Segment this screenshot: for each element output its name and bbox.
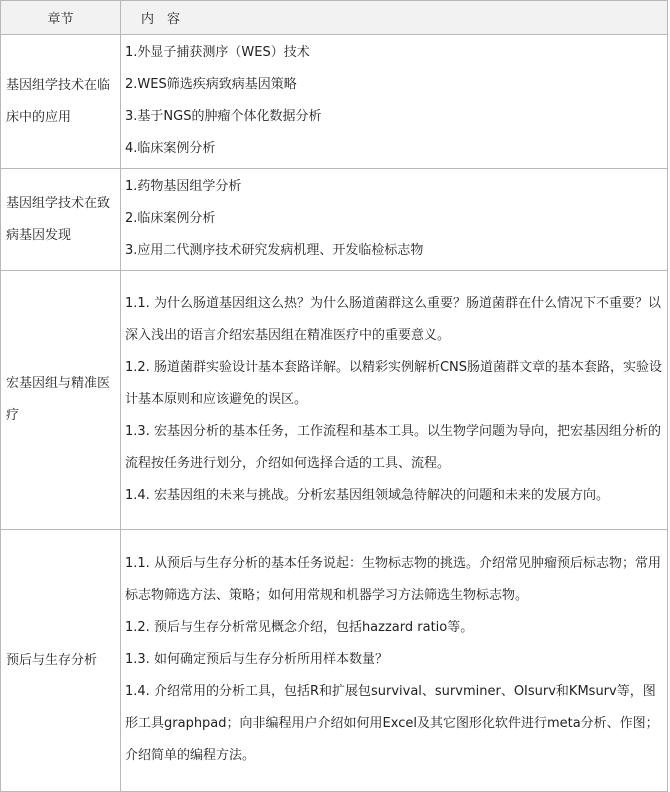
list-item: 1.1. 从预后与生存分析的基本任务说起：生物标志物的挑选。介绍常见肿瘤预后标志物；常用标志物筛选方法、策略；如何用常规和机器学习方法筛选生物标志物。 [125, 556, 661, 603]
list-item: 1.药物基因组学分析 [125, 179, 242, 194]
chapter-cell: 基因组学技术在致病基因发现 [1, 169, 121, 271]
list-item: 1.2. 肠道菌群实验设计基本套路详解。以精彩实例解析CNS肠道菌群文章的基本套路，实验设计基本原则和应该避免的误区。 [125, 359, 662, 407]
header-content: 内 容 [121, 1, 668, 35]
list-item: 1.4. 宏基因组的未来与挑战。分析宏基因组领域急待解决的问题和未来的发展方向。 [125, 487, 609, 503]
table-row [1, 35, 668, 169]
content-cell [121, 530, 668, 792]
header-chapter: 章节 [1, 1, 121, 35]
list-item: 3.应用二代测序技术研究发病机理、开发临检标志物 [125, 243, 424, 258]
list-item: 4.临床案例分析 [125, 141, 216, 156]
chapter-cell: 宏基因组与精准医疗 [1, 271, 121, 530]
table-row [1, 169, 668, 271]
chapter-cell: 基因组学技术在临床中的应用 [1, 35, 121, 169]
list-item: 1.2. 预后与生存分析常见概念介绍，包括hazzard ratio等。 [125, 620, 474, 635]
list-item: 2.临床案例分析 [125, 211, 216, 226]
list-item: 1.外显子捕获测序（WES）技术 [125, 45, 310, 60]
table-row [1, 530, 668, 792]
list-item: 1.4. 介绍常用的分析工具，包括R和扩展包survival、survminer、OIsurv和KMsurv等，图形工具graphpad；向非编程用户介绍如何用Excel及其它图形化软件进行meta分析、作图；介绍简单的编程方法。 [125, 684, 659, 763]
list-item: 1.1. 为什么肠道基因组这么热？为什么肠道菌群这么重要？肠道菌群在什么情况下不重要？以深入浅出的语言介绍宏基因组在精准医疗中的重要意义。 [125, 295, 661, 343]
list-item: 1.3. 宏基因分析的基本任务，工作流程和基本工具。以生物学问题为导向，把宏基因组分析的流程按任务进行划分，介绍如何选择合适的工具、流程。 [125, 423, 661, 471]
content-cell [121, 169, 668, 271]
list-item: 1.3. 如何确定预后与生存分析所用样本数量？ [125, 652, 388, 667]
table-header-row [1, 1, 668, 35]
list-item: 2.WES筛选疾病致病基因策略 [125, 77, 297, 92]
content-cell [121, 35, 668, 169]
table-row [1, 271, 668, 530]
list-item: 3.基于NGS的肿瘤个体化数据分析 [125, 109, 322, 124]
content-cell [121, 271, 668, 530]
chapter-cell: 预后与生存分析 [1, 530, 121, 792]
